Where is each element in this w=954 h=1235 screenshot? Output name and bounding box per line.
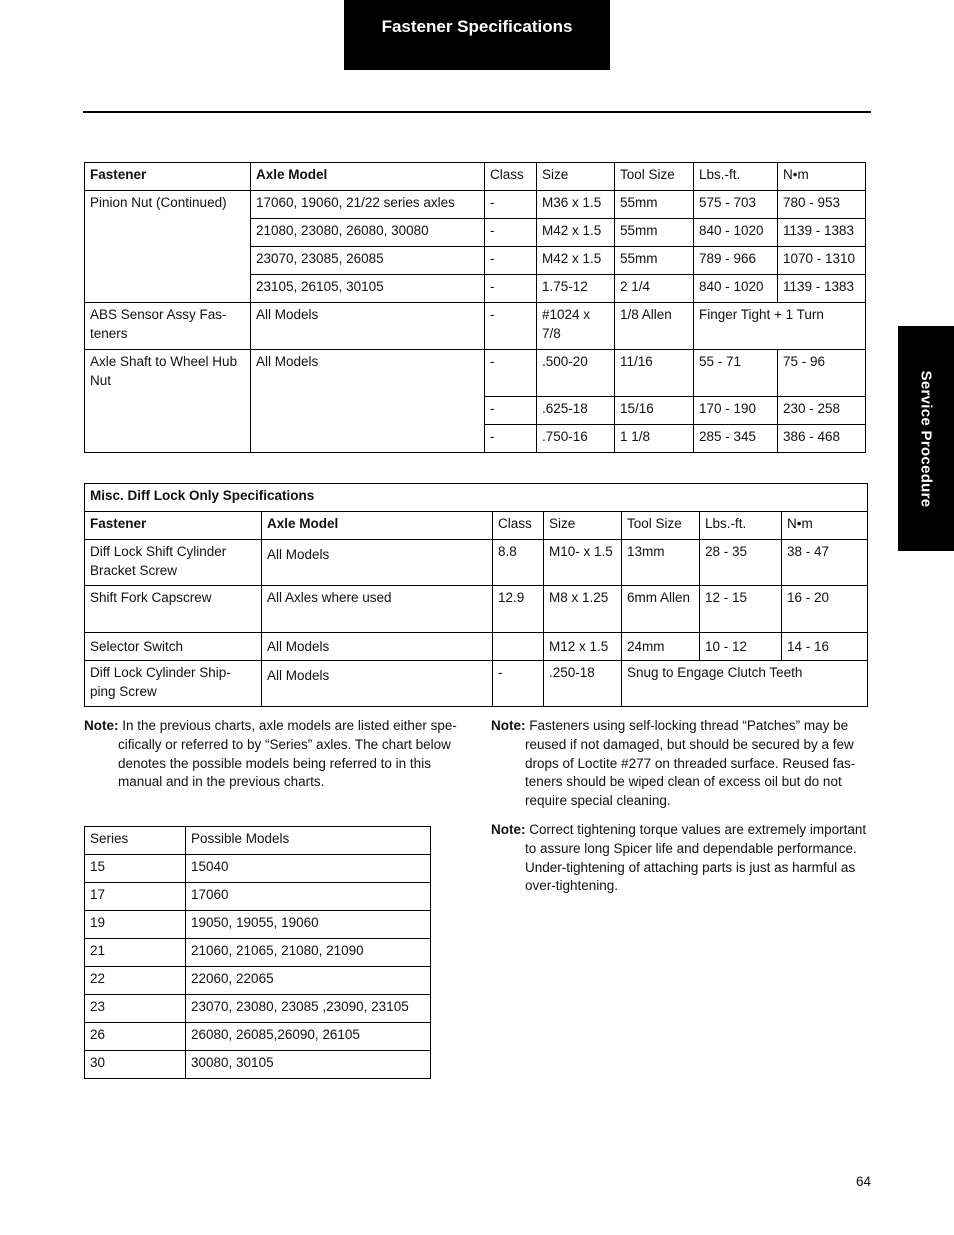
header-size: Size [544,512,622,540]
tool-size-cell: 55mm [615,191,694,219]
lbs-ft-cell: 10 - 12 [700,633,782,661]
series-cell: 21 [85,939,186,967]
lbs-ft-cell: 12 - 15 [700,586,782,633]
header-tool-size: Tool Size [615,163,694,191]
header-class: Class [493,512,544,540]
table-header-row [85,512,868,540]
note-label: Note: [84,718,119,733]
size-cell: M12 x 1.5 [544,633,622,661]
size-cell: .625-18 [537,397,615,425]
series-cell: 30 [85,1051,186,1079]
table-row [85,939,431,967]
class-cell: 8.8 [493,540,544,586]
fastener-cell: Diff Lock Cylinder Ship-ping Screw [85,661,262,707]
class-cell: - [485,397,537,425]
lbs-ft-cell: 285 - 345 [694,425,778,453]
page-title: Fastener Specifications [381,17,573,36]
class-cell: - [485,275,537,303]
nm-cell: 38 - 47 [782,540,868,586]
size-cell: .750-16 [537,425,615,453]
nm-cell: 14 - 16 [782,633,868,661]
table-row [85,1051,431,1079]
note-text: In the previous charts, axle models are listed either spe-cifically or referred to by “Series” axles. The chart below denotes the possible models being referred to in this manual and in the previous charts. [118,718,457,790]
models-cell: 30080, 30105 [186,1051,431,1079]
axle-model-cell: All Models [262,633,493,661]
side-tab-label: Service Procedure [917,370,935,507]
note-label: Note: [491,718,526,733]
models-cell: 17060 [186,883,431,911]
series-models-table [84,826,431,1079]
header-nm: N•m [782,512,868,540]
axle-model-cell: All Models [251,350,485,453]
models-cell: 22060, 22065 [186,967,431,995]
table-row [85,1023,431,1051]
table-header-row [85,827,431,855]
tool-size-cell: 55mm [615,219,694,247]
table-row [85,661,868,707]
header-rule [83,111,871,113]
series-cell: 15 [85,855,186,883]
lbs-ft-cell: 28 - 35 [700,540,782,586]
nm-cell: 16 - 20 [782,586,868,633]
nm-cell: 386 - 468 [778,425,866,453]
table-row [85,855,431,883]
header-lbs-ft: Lbs.-ft. [694,163,778,191]
axle-model-cell: 21080, 23080, 26080, 30080 [251,219,485,247]
axle-model-cell: 23070, 23085, 26085 [251,247,485,275]
header-possible-models: Possible Models [186,827,431,855]
note-series-models [84,717,470,792]
class-cell: - [485,303,537,350]
header-axle-model: Axle Model [262,512,493,540]
diff-lock-spec-table [84,483,868,707]
lbs-ft-cell: 840 - 1020 [694,275,778,303]
side-tab [898,326,954,551]
fastener-cell: Selector Switch [85,633,262,661]
table-title: Misc. Diff Lock Only Specifications [85,484,868,512]
nm-cell: 230 - 258 [778,397,866,425]
models-cell: 26080, 26085,26090, 26105 [186,1023,431,1051]
table-row [85,191,866,219]
note-self-locking-patches [491,717,871,811]
class-cell: - [485,425,537,453]
table-row [85,540,868,586]
tool-size-cell: 1/8 Allen [615,303,694,350]
table-row [85,995,431,1023]
fastener-cell: Diff Lock Shift Cylinder Bracket Screw [85,540,262,586]
class-cell: - [493,661,544,707]
class-cell: - [485,219,537,247]
table-row [85,883,431,911]
tool-size-cell: 15/16 [615,397,694,425]
class-cell: 12.9 [493,586,544,633]
size-cell: .250-18 [544,661,622,707]
class-cell [493,633,544,661]
lbs-ft-cell: 55 - 71 [694,350,778,397]
header-nm: N•m [778,163,866,191]
lbs-ft-cell: 840 - 1020 [694,219,778,247]
tool-size-cell: 11/16 [615,350,694,397]
size-cell: #1024 x 7/8 [537,303,615,350]
note-text: Fasteners using self-locking thread “Patches” may be reused if not damaged, but should be secured by a few drops of Loctite #277 on threaded surface. Reused fas-teners should be wiped clean of excess oil but do not require special cleaning. [525,718,856,809]
torque-cell: Finger Tight + 1 Turn [694,303,866,350]
page-number: 64 [856,1174,872,1189]
table-header-row [85,163,866,191]
models-cell: 21060, 21065, 21080, 21090 [186,939,431,967]
fastener-cell: Shift Fork Capscrew [85,586,262,633]
fastener-cell: Axle Shaft to Wheel Hub Nut [85,350,251,453]
table-row [85,350,866,397]
nm-cell: 75 - 96 [778,350,866,397]
tool-size-cell: 1 1/8 [615,425,694,453]
axle-model-cell: All Models [262,661,493,707]
size-cell: M8 x 1.25 [544,586,622,633]
size-cell: .500-20 [537,350,615,397]
class-cell: - [485,350,537,397]
nm-cell: 1070 - 1310 [778,247,866,275]
lbs-ft-cell: 789 - 966 [694,247,778,275]
note-torque-values [491,821,871,896]
lbs-ft-cell: 575 - 703 [694,191,778,219]
size-cell: M42 x 1.5 [537,247,615,275]
table-row [85,633,868,661]
tool-size-cell: 6mm Allen [622,586,700,633]
header-lbs-ft: Lbs.-ft. [700,512,782,540]
class-cell: - [485,191,537,219]
tool-size-cell: 24mm [622,633,700,661]
series-cell: 19 [85,911,186,939]
series-cell: 17 [85,883,186,911]
series-cell: 22 [85,967,186,995]
axle-model-cell: All Models [251,303,485,350]
fastener-cell: ABS Sensor Assy Fas-teners [85,303,251,350]
axle-model-cell: All Models [262,540,493,586]
header-size: Size [537,163,615,191]
models-cell: 19050, 19055, 19060 [186,911,431,939]
size-cell: M10- x 1.5 [544,540,622,586]
fastener-cell: Pinion Nut (Continued) [85,191,251,303]
header-class: Class [485,163,537,191]
header-axle-model: Axle Model [251,163,485,191]
lbs-ft-cell: 170 - 190 [694,397,778,425]
header-tool-size: Tool Size [622,512,700,540]
note-text: Correct tightening torque values are extremely important to assure long Spicer life and dependable performance. Under-tightening of attaching parts is just as harmful as over-tightening. [525,822,867,894]
note-label: Note: [491,822,526,837]
class-cell: - [485,247,537,275]
models-cell: 23070, 23080, 23085 ,23090, 23105 [186,995,431,1023]
fastener-spec-table [84,162,866,453]
table-row [85,586,868,633]
table-row [85,303,866,350]
series-cell: 26 [85,1023,186,1051]
header-tab [344,0,610,70]
axle-model-cell: All Axles where used [262,586,493,633]
models-cell: 15040 [186,855,431,883]
torque-cell: Snug to Engage Clutch Teeth [622,661,868,707]
size-cell: M36 x 1.5 [537,191,615,219]
size-cell: 1.75-12 [537,275,615,303]
series-cell: 23 [85,995,186,1023]
table-row [85,911,431,939]
tool-size-cell: 13mm [622,540,700,586]
table-title-row [85,484,868,512]
nm-cell: 780 - 953 [778,191,866,219]
axle-model-cell: 23105, 26105, 30105 [251,275,485,303]
header-fastener: Fastener [85,163,251,191]
table-row [85,967,431,995]
tool-size-cell: 55mm [615,247,694,275]
header-fastener: Fastener [85,512,262,540]
nm-cell: 1139 - 1383 [778,219,866,247]
tool-size-cell: 2 1/4 [615,275,694,303]
header-series: Series [85,827,186,855]
nm-cell: 1139 - 1383 [778,275,866,303]
axle-model-cell: 17060, 19060, 21/22 series axles [251,191,485,219]
size-cell: M42 x 1.5 [537,219,615,247]
